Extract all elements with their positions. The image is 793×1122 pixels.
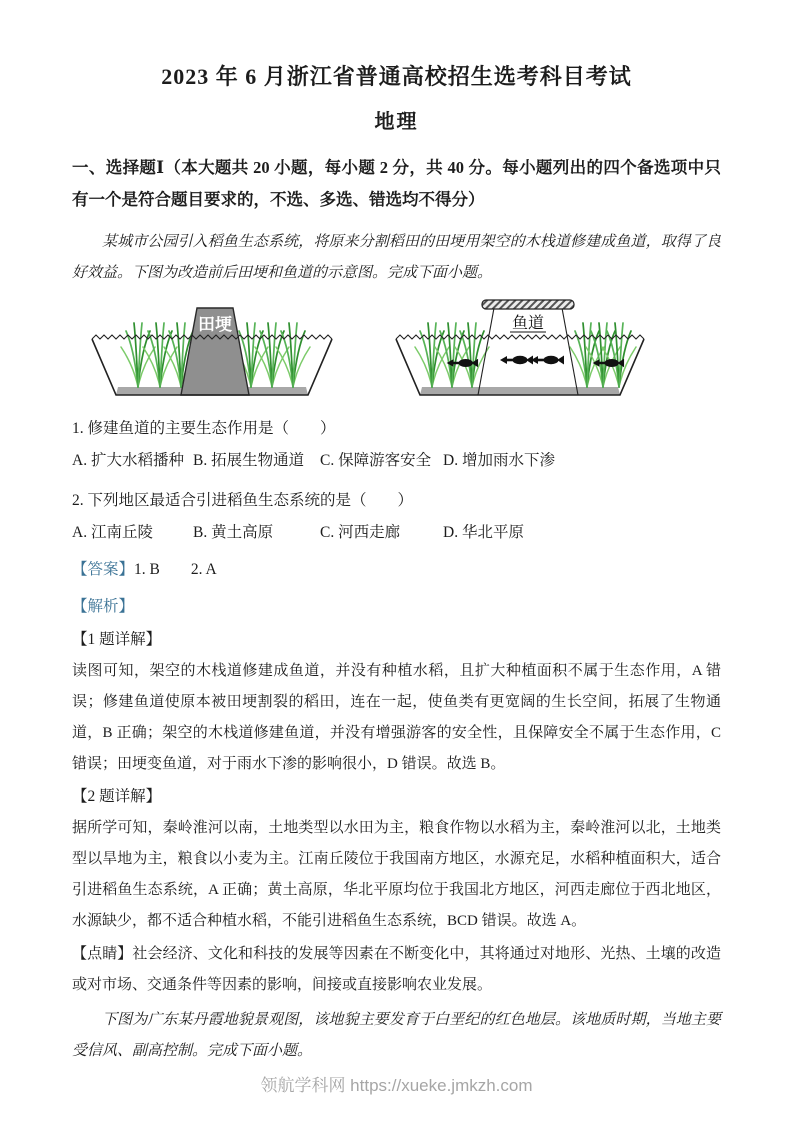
option-1b[interactable]: B. 拓展生物通道 — [193, 452, 305, 469]
answer-values: 1. B 2. A — [134, 561, 217, 578]
watermark-footer: 领航学科网 https://xueke.jmkzh.com — [260, 1076, 533, 1095]
option-2d[interactable]: D. 华北平原 — [443, 524, 524, 541]
answer-line — [72, 553, 721, 586]
fishway-wall-left — [478, 308, 494, 395]
option-1d[interactable]: D. 增加雨水下渗 — [443, 452, 555, 469]
option-1a[interactable]: A. 扩大水稻播种 — [72, 452, 184, 469]
detail-1-text: 读图可知，架空的木栈道修建成鱼道，并没有种植水稻，且扩大种植面积不属于生态作用，A 错误；修建鱼道使原本被田埂割裂的稻田，连在一起，使鱼类有更宽阔的生长空间，拓展了生物通道，B 正确；架空的木栈道修建鱼道，并没有增强游客的安全性，且保障安全不属于生态作用，C 错误；田埂变鱼道，对于雨水下渗的影响很小，D 错误。故选 B。 — [72, 663, 721, 772]
detail-1-heading: 【1 题详解】 — [72, 631, 162, 648]
answer-label: 【答案】 — [72, 561, 135, 578]
subject-title: 地理 — [374, 111, 419, 133]
option-2b[interactable]: B. 黄土高原 — [193, 524, 274, 541]
fishway-label: 鱼道 — [511, 315, 545, 332]
analysis-line — [72, 590, 721, 623]
detail-2-text: 据所学可知，秦岭淮河以南，土地类型以水田为主，粮食作物以水稻为主，秦岭淮河以北，土地类型以旱地为主，粮食以小麦为主。江南丘陵位于我国南方地区，水源充足，水稻种植面积大，适合引进稻鱼生态系统，A 正确；黄土高原，华北平原均位于我国北方地区，河西走廊位于西北地区，水源缺少，都不适合种植水稻，不能引进稻鱼生态系统，BCD 错误。故选 A。 — [72, 820, 721, 929]
fishway-diagram — [390, 297, 650, 405]
page-title: 2023 年 6 月浙江省普通高校招生选考科目考试 — [161, 64, 632, 89]
option-1c[interactable]: C. 保障游客安全 — [320, 452, 432, 469]
figure-row — [86, 301, 721, 405]
question-2-number: 2. — [72, 492, 84, 509]
boardwalk-plank — [482, 300, 574, 309]
rice-plants — [415, 323, 636, 387]
detail-2-heading: 【2 题详解】 — [72, 788, 162, 805]
option-2c[interactable]: C. 河西走廊 — [320, 524, 401, 541]
question-1-stem: 1. 修建鱼道的主要生态作用是（ ） — [72, 420, 336, 437]
question-1-number: 1. — [72, 420, 84, 437]
question-2-options — [72, 517, 721, 549]
water-line — [396, 335, 644, 339]
field-ridge-label: 田埂 — [198, 315, 232, 334]
tip-label: 【点睛】 — [72, 946, 133, 962]
tip-paragraph: 【点睛】社会经济、文化和科技的发展等因素在不断变化中，其将通过对地形、光热、土壤的改造或对市场、交通条件等因素的影响，间接或直接影响农业发展。 — [72, 946, 721, 993]
section-header: 一、选择题Ⅰ（本大题共 20 小题，每小题 2 分，共 40 分。每小题列出的四个备选项中只有一个是符合题目要求的，不选、多选、错选均不得分） — [72, 158, 721, 209]
analysis-label: 【解析】 — [72, 598, 135, 615]
fieldridge-diagram — [86, 305, 338, 405]
fishway-wall-right — [562, 308, 578, 395]
question-2-stem: 2. 下列地区最适合引进稻鱼生态系统的是（ ） — [72, 492, 414, 509]
material-paragraph-1: 某城市公园引入稻鱼生态系统，将原来分割稻田的田埂用架空的木栈道修建成鱼道，取得了良好效益。下图为改造前后田埂和鱼道的示意图。完成下面小题。 — [72, 234, 721, 281]
question-1-options — [72, 445, 721, 477]
soil-strip — [420, 387, 620, 395]
material-paragraph-2: 下图为广东某丹霞地貌景观图，该地貌主要发育于白垩纪的红色地层。该地质时期，当地主要受信风、副高控制。完成下面小题。 — [72, 1012, 721, 1059]
option-2a[interactable]: A. 江南丘陵 — [72, 524, 153, 541]
